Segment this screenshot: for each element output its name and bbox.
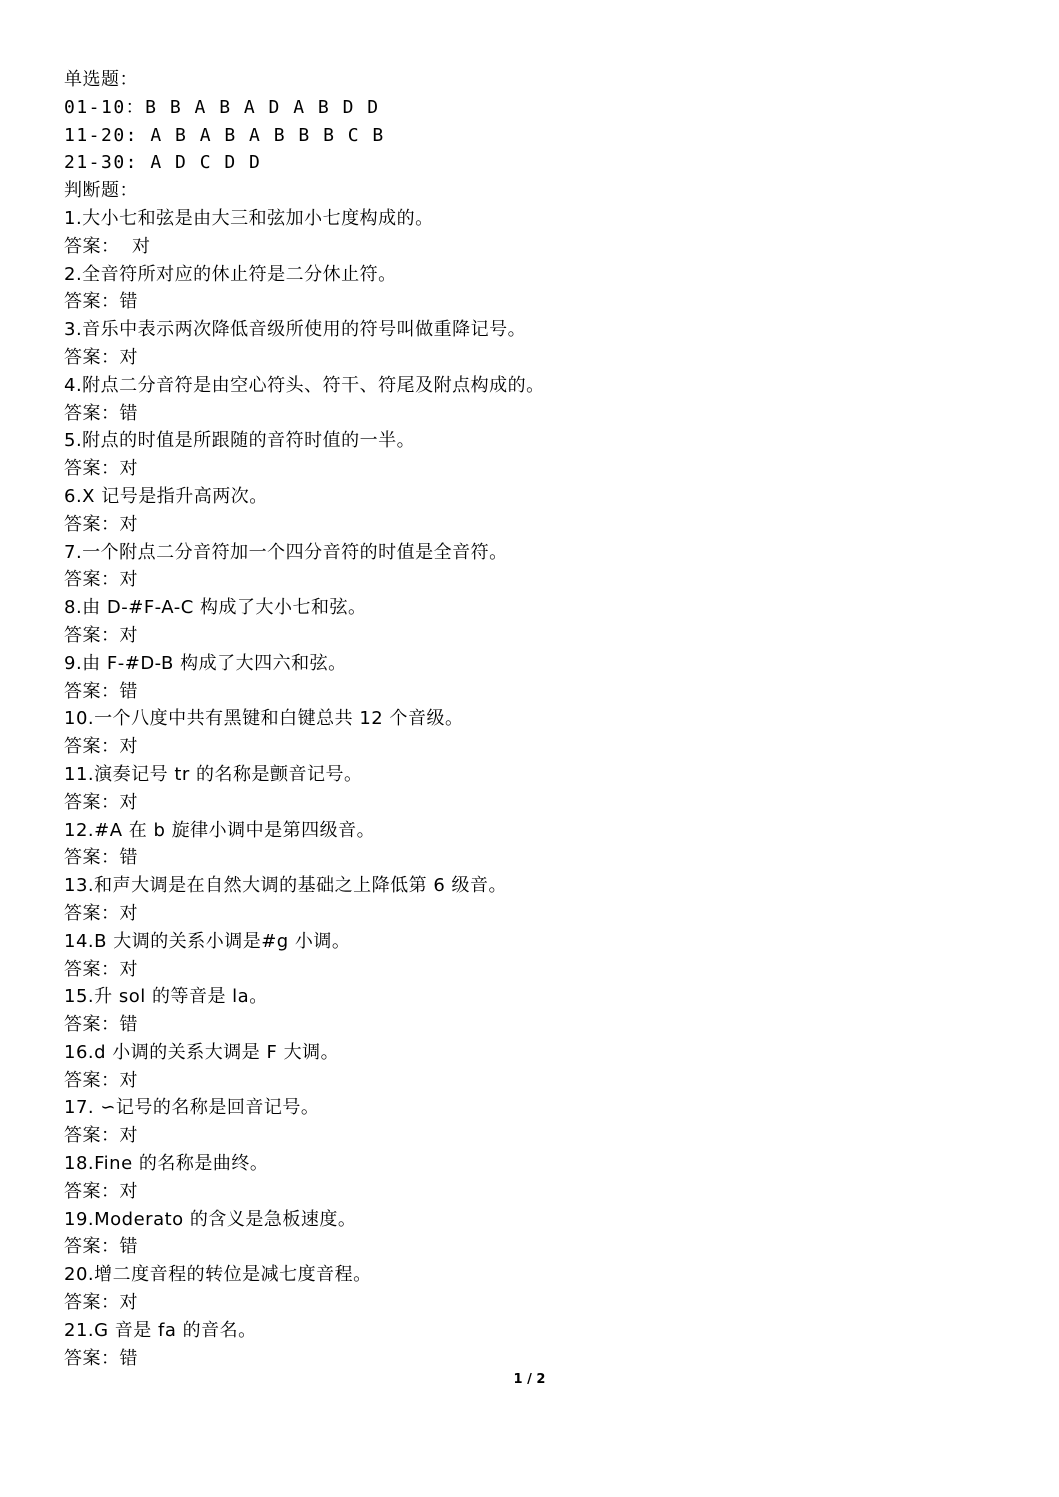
- answer-10: 答案：对: [64, 736, 138, 758]
- question-14: 14.B 大调的关系小调是#g 小调。: [64, 930, 351, 952]
- question-20: 20.增二度音程的转位是减七度音程。: [64, 1264, 372, 1286]
- question-4: 4.附点二分音符是由空心符头、符干、符尾及附点构成的。: [64, 374, 545, 396]
- single-choice-heading: 单选题：: [64, 69, 138, 90]
- question-11: 11.演奏记号 tr 的名称是颤音记号。: [64, 763, 363, 785]
- answer-5: 答案：对: [64, 458, 138, 480]
- answer-9: 答案：错: [64, 680, 138, 702]
- answer-6: 答案：对: [64, 513, 138, 535]
- answer-7: 答案：对: [64, 569, 138, 591]
- answer-2: 答案：错: [64, 291, 138, 313]
- answer-row-11-20: 11-20: A B A B A B B B C B: [64, 124, 385, 146]
- page-number: 1 / 2: [513, 1372, 546, 1387]
- answer-20: 答案：对: [64, 1292, 138, 1314]
- answer-16: 答案：对: [64, 1069, 138, 1091]
- answer-8: 答案：对: [64, 624, 138, 646]
- question-19: 19.Moderato 的含义是急板速度。: [64, 1208, 357, 1230]
- answer-19: 答案：错: [64, 1236, 138, 1258]
- question-16: 16.d 小调的关系大调是 F 大调。: [64, 1041, 340, 1063]
- question-18: 18.Fine 的名称是曲终。: [64, 1153, 269, 1175]
- answer-17: 答案：对: [64, 1125, 138, 1147]
- document-body: [64, 66, 1004, 1372]
- question-1: 1.大小七和弦是由大三和弦加小七度构成的。: [64, 207, 434, 229]
- question-9: 9.由 F-#D-B 构成了大四六和弦。: [64, 652, 347, 674]
- answer-14: 答案：对: [64, 958, 138, 980]
- answer-1: 答案： 对: [64, 235, 151, 257]
- question-13: 13.和声大调是在自然大调的基础之上降低第 6 级音。: [64, 875, 508, 897]
- question-6: 6.X 记号是指升高两次。: [64, 485, 268, 507]
- question-5: 5.附点的时值是所跟随的音符时值的一半。: [64, 430, 416, 452]
- answer-21: 答案：错: [64, 1347, 138, 1369]
- question-12: 12.#A 在 b 旋律小调中是第四级音。: [64, 819, 376, 841]
- question-21: 21.G 音是 fa 的音名。: [64, 1319, 257, 1341]
- question-8: 8.由 D-#F-A-C 构成了大小七和弦。: [64, 597, 367, 619]
- answer-4: 答案：错: [64, 402, 138, 424]
- answer-row-01-10: 01-10：B B A B A D A B D D: [64, 96, 380, 118]
- question-15: 15.升 sol 的等音是 la。: [64, 986, 268, 1008]
- answer-11: 答案：对: [64, 791, 138, 813]
- question-3: 3.音乐中表示两次降低音级所使用的符号叫做重降记号。: [64, 319, 527, 341]
- question-7: 7.一个附点二分音符加一个四分音符的时值是全音符。: [64, 541, 508, 563]
- answer-3: 答案：对: [64, 346, 138, 368]
- answer-12: 答案：错: [64, 847, 138, 869]
- question-10: 10.一个八度中共有黑键和白键总共 12 个音级。: [64, 708, 464, 730]
- answer-13: 答案：对: [64, 902, 138, 924]
- answer-18: 答案：对: [64, 1180, 138, 1202]
- answer-15: 答案：错: [64, 1014, 138, 1036]
- true-false-heading: 判断题：: [64, 180, 138, 202]
- question-17: 17. ∽记号的名称是回音记号。: [64, 1097, 320, 1119]
- answer-row-21-30: 21-30: A D C D D: [64, 152, 262, 174]
- question-2: 2.全音符所对应的休止符是二分休止符。: [64, 263, 397, 285]
